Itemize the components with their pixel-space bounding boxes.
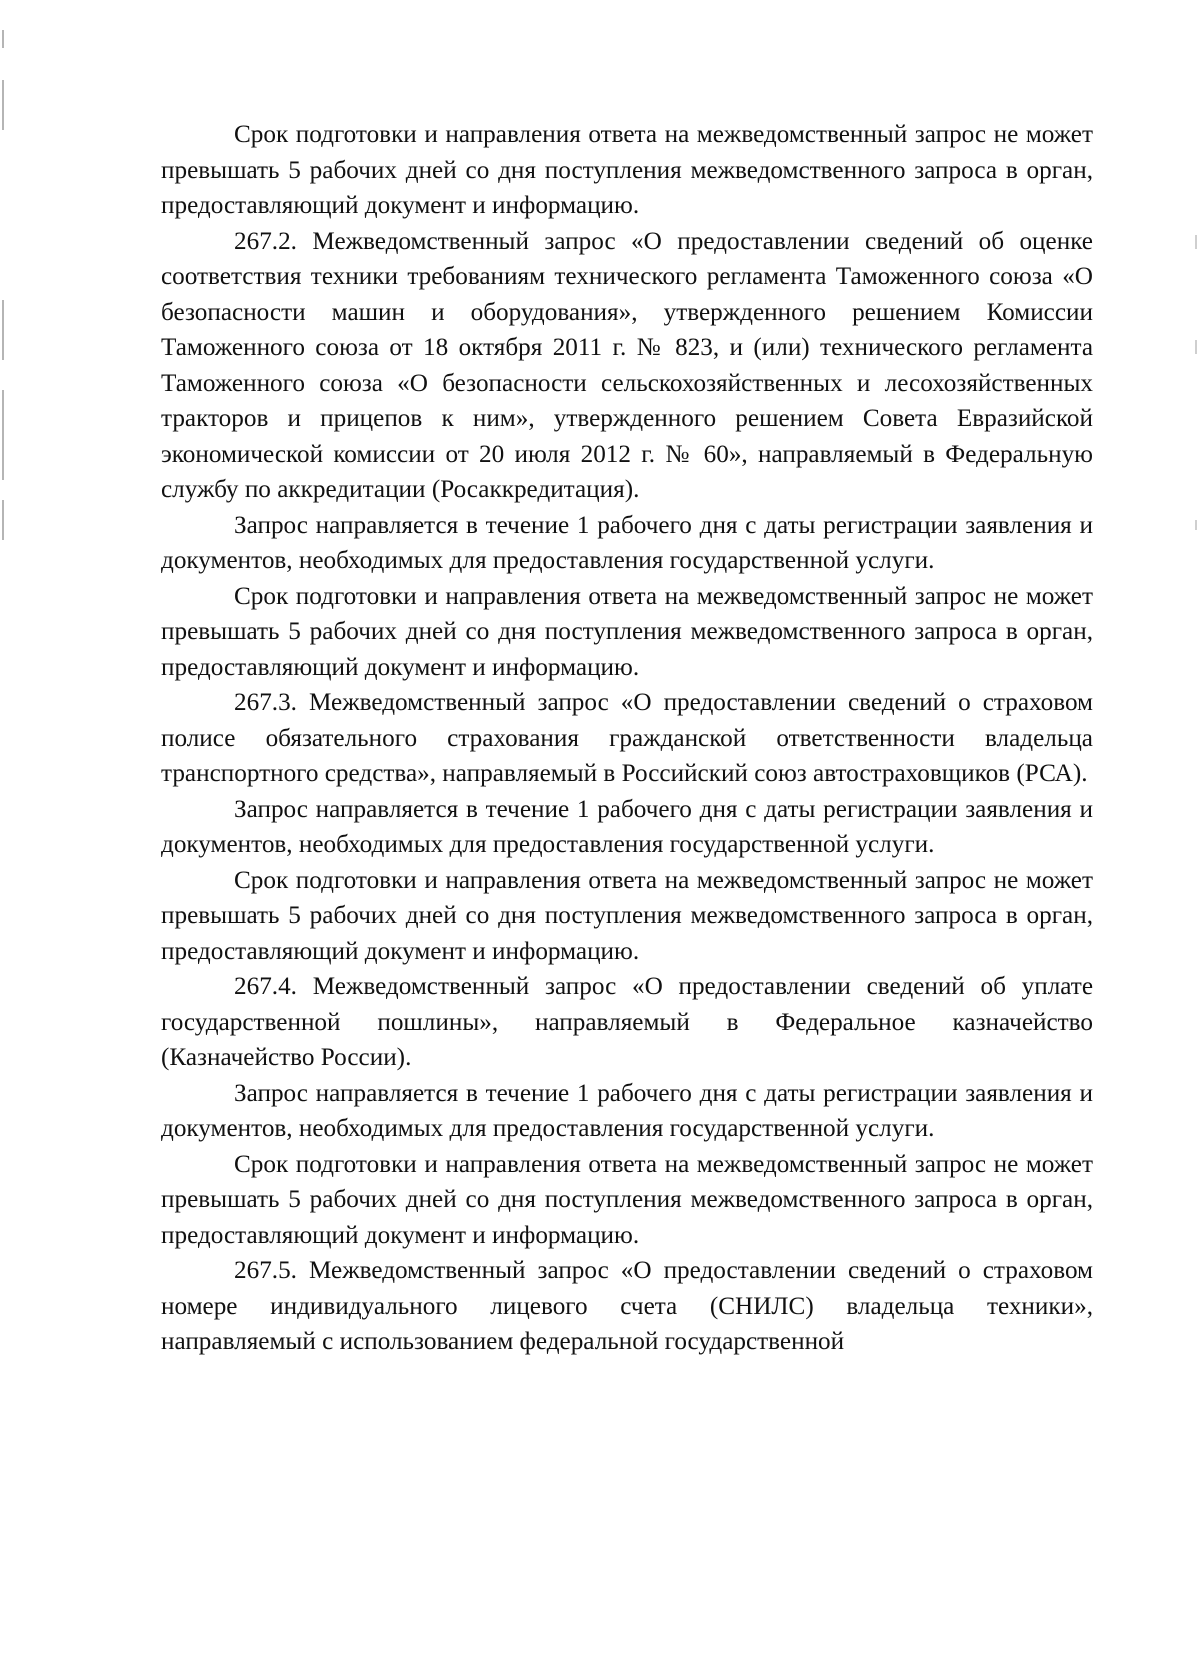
paragraph: Срок подготовки и направления ответа на межведомственный запрос не может превышать 5 рабочих дней со дня поступления межведомственного запроса в орган, предоставляющий документ и информацию. xyxy=(161,121,1093,219)
paragraph-section-267-3: 267.3. Межведомственный запрос «О предоставлении сведений о страховом полисе обязательного страхования гражданской ответственности владельца транспортного средства», направляемый в Российский союз автостраховщиков (РСА). xyxy=(161,689,1093,787)
paragraph: Срок подготовки и направления ответа на межведомственный запрос не может превышать 5 рабочих дней со дня поступления межведомственного запроса в орган, предоставляющий документ и информацию. xyxy=(161,582,1093,681)
document-body xyxy=(161,117,1093,1360)
scan-edge-marks xyxy=(0,0,10,600)
paragraph-section-267-5: 267.5. Межведомственный запрос «О предоставлении сведений о страховом номере индивидуального лицевого счета (СНИЛС) владельца техники», направляемый с использованием федеральной государственной xyxy=(161,1257,1093,1355)
scan-edge-mark xyxy=(1195,340,1197,354)
paragraph: Запрос направляется в течение 1 рабочего дня с даты регистрации заявления и документов, необходимых для предоставления государственной услуги. xyxy=(161,1079,1093,1142)
paragraph-section-267-2: 267.2. Межведомственный запрос «О предоставлении сведений об оценке соответствия техники требованиям технического регламента Таможенного союза «О безопасности машин и оборудования», утвержденного решением Комиссии Таможенного союза от 18 октября 2011 г. № 823, и (или) технического регламента Таможенного союза «О безопасности сельскохозяйственных и лесохозяйственных тракторов и прицепов к ним», утвержденного решением Совета Евразийской экономической комиссии от 20 июля 2012 г. № 60», направляемый в Федеральную службу по аккредитации (Росаккредитация). xyxy=(161,227,1093,503)
paragraph: Запрос направляется в течение 1 рабочего дня с даты регистрации заявления и документов, необходимых для предоставления государственной услуги. xyxy=(161,511,1093,574)
paragraph: Срок подготовки и направления ответа на межведомственный запрос не может превышать 5 рабочих дней со дня поступления межведомственного запроса в орган, предоставляющий документ и информацию. xyxy=(161,866,1093,965)
scan-edge-mark xyxy=(1195,520,1197,530)
paragraph: Срок подготовки и направления ответа на межведомственный запрос не может превышать 5 рабочих дней со дня поступления межведомственного запроса в орган, предоставляющий документ и информацию. xyxy=(161,1150,1093,1249)
scan-edge-mark xyxy=(1195,235,1197,249)
paragraph: Запрос направляется в течение 1 рабочего дня с даты регистрации заявления и документов, необходимых для предоставления государственной услуги. xyxy=(161,795,1093,858)
paragraph-section-267-4: 267.4. Межведомственный запрос «О предоставлении сведений об уплате государственной пошлины», направляемый в Федеральное казначейство (Казначейство России). xyxy=(161,973,1093,1071)
